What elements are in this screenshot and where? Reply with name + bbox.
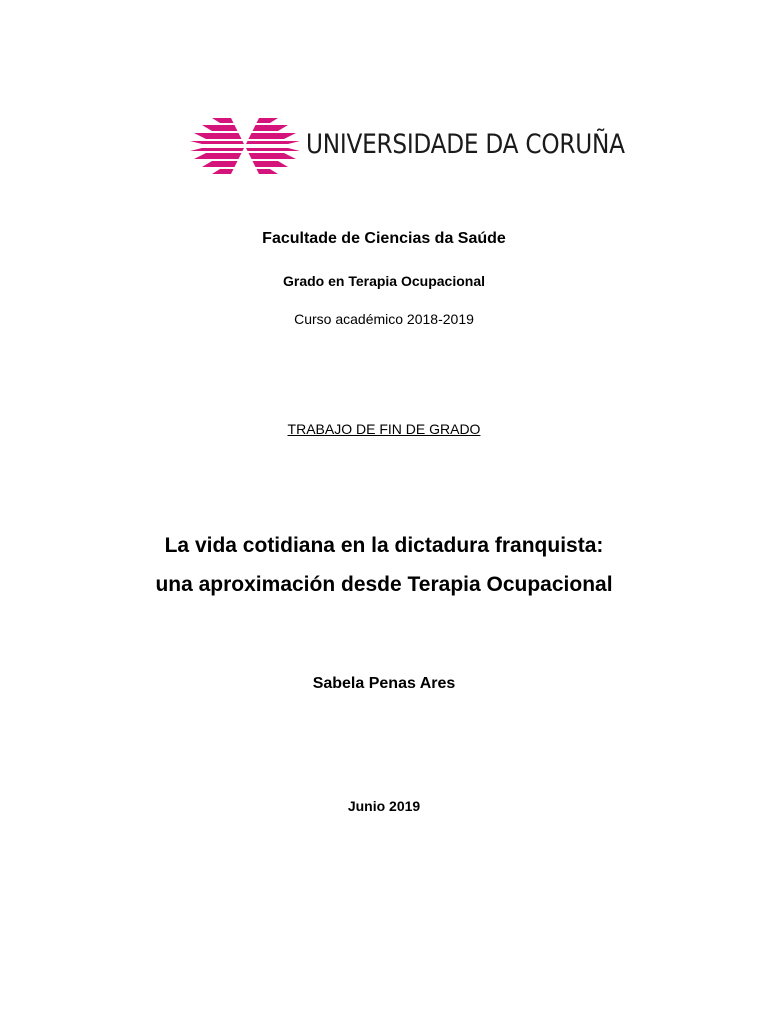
work-type: TRABAJO DE FIN DE GRADO [287, 421, 481, 437]
thesis-title-line-2: una aproximación desde Terapia Ocupacional [155, 573, 613, 596]
university-logo [190, 116, 625, 178]
degree-name: Grado en Terapia Ocupacional [282, 273, 485, 289]
university-name: UNIVERSIDADE DA CORUÑA [306, 129, 625, 160]
faculty-name: Facultade de Ciencias da Saúde [262, 230, 506, 247]
academic-year: Curso académico 2018-2019 [294, 311, 474, 327]
thesis-title-line-1: La vida cotidiana en la dictadura franquista: [164, 534, 604, 557]
author-name: Sabela Penas Ares [312, 675, 456, 692]
university-emblem-icon [190, 116, 300, 176]
submission-date: Junio 2019 [347, 798, 421, 814]
